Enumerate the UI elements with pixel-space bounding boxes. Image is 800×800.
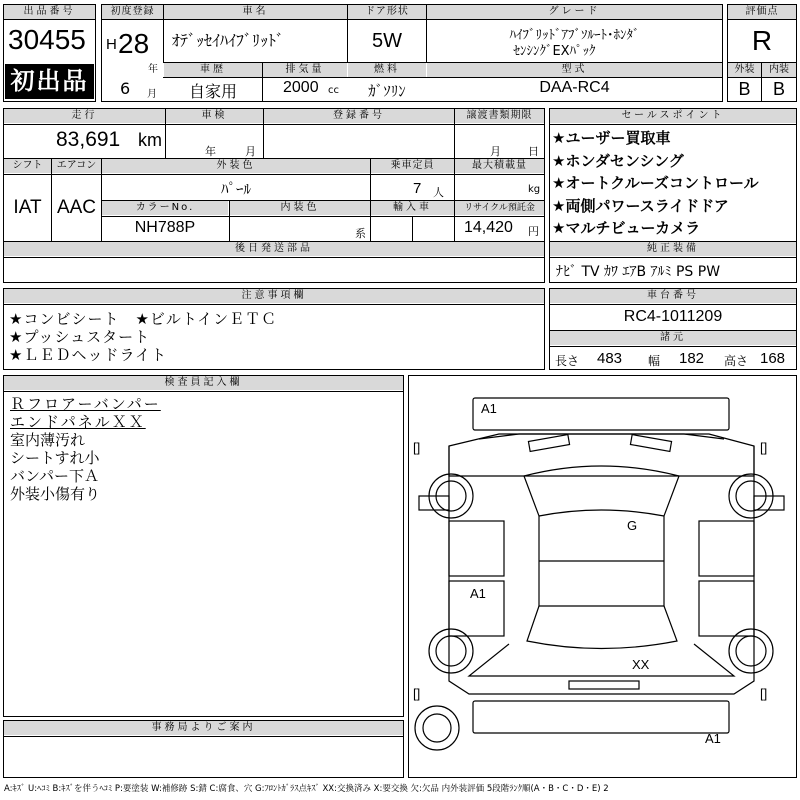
inspector-line: 外装小傷有り [10, 485, 101, 503]
later-parts-header: 後日発送部品 [4, 242, 544, 256]
damage-mark: A1 [705, 731, 721, 746]
inspector-line: シートすれ小 [10, 449, 100, 467]
car-name: ｵﾃﾞｯｾｲﾊｲﾌﾞﾘｯﾄﾞ [172, 31, 285, 50]
import-header: 輸入車 [371, 201, 454, 215]
first-listing-badge [5, 64, 94, 99]
bracket-left-bottom: [] [413, 686, 421, 701]
score-header: 評価点 [728, 5, 796, 19]
fuel: ｶﾞｿﾘﾝ [368, 82, 406, 100]
sales-points-list [552, 127, 796, 240]
bracket-left-top: [] [413, 440, 421, 455]
equipment-items: ﾅﾋﾞ TV ｶﾜ ｴｱB ｱﾙﾐ PS PW [556, 264, 721, 280]
dims-header: 諸元 [550, 331, 796, 345]
height: 168 [760, 350, 786, 367]
model: DAA-RC4 [539, 79, 610, 96]
history-header: 車歴 [164, 63, 262, 77]
door-type: 5W [372, 30, 402, 52]
damage-mark: A1 [470, 586, 486, 601]
recycle-header: リサイクル預託金 [455, 201, 544, 215]
note-line: ★ＬＥＤヘッドライト [9, 346, 167, 364]
score: R [751, 25, 773, 56]
width-label: 幅 [648, 354, 661, 368]
displacement: 2000 [283, 79, 319, 96]
model-header: 型式 [427, 63, 722, 77]
inspector-notes [10, 395, 161, 503]
grade-line2: ｾﾝｼﾝｸﾞEXﾊﾟｯｸ [513, 44, 596, 59]
note-line: ★コンビシート ★ビルトインＥＴＣ [9, 310, 278, 328]
inspection-header: 車検 [166, 109, 263, 123]
reg-year-unit: 年 [148, 64, 158, 75]
notes-content [9, 310, 277, 364]
capacity: 7 [413, 180, 422, 197]
shift: IAT [13, 197, 42, 218]
legend: A:ｷｽﾞ U:ﾍｺﾐ B:ｷｽﾞを伴うﾍｺﾐ P:要塗装 W:補修跡 S:錆 C:腐食、穴 G:ﾌﾛﾝﾄｶﾞﾗｽ点ｷｽﾞ XX:交換済み X:要交換 欠:欠品 内外装評価 5段階ﾗﾝｸ順(A・B・C・D・E) 2 [4, 784, 609, 794]
reg-header: 初度登録 [102, 5, 163, 19]
damage-mark: XX [632, 657, 650, 672]
color-no-header: カラーNo. [102, 201, 228, 215]
era: H [106, 36, 117, 53]
sales-point: ★両側パワースライドドア [552, 196, 729, 215]
mileage-unit: km [138, 130, 162, 150]
length: 483 [597, 350, 623, 367]
transfer-day-unit: 日 [528, 145, 539, 158]
load-header: 最大積載量 [455, 159, 544, 173]
sales-header: セールスポイント [550, 109, 796, 123]
insp-month-unit: 月 [245, 145, 256, 158]
grade-header: グレード [427, 5, 722, 19]
name-header: 車名 [164, 5, 347, 19]
capacity-header: 乗車定員 [371, 159, 454, 173]
fuel-header: 燃料 [348, 63, 426, 77]
capacity-unit: 人 [433, 186, 444, 199]
length-label: 長さ [555, 354, 580, 368]
sales-point: ★オートクルーズコントロール [552, 174, 759, 192]
int-header: 内装 [762, 63, 796, 77]
door-header: ドア形状 [348, 5, 426, 19]
color-no: NH788P [134, 219, 196, 236]
recycle: 14,420 [464, 219, 513, 236]
chassis-number: RC4-1011209 [623, 308, 723, 325]
recycle-unit: 円 [528, 225, 539, 238]
notes-header: 注意事項欄 [4, 289, 544, 303]
first-listing-label: 初出品 [10, 67, 89, 95]
int-grade: B [772, 79, 785, 99]
grade-line1: ﾊｲﾌﾞﾘｯﾄﾞｱﾌﾞｿﾙｰﾄ･ﾎﾝﾀﾞ [509, 28, 640, 43]
inspector-header: 検査員記入欄 [4, 376, 403, 390]
ac-header: エアコン [52, 159, 101, 173]
inspector-line: バンパー下Ａ [10, 467, 99, 485]
sales-point: ★マルチビューカメラ [552, 219, 701, 237]
color: ﾊﾟｰﾙ [220, 180, 251, 198]
shift-header: シフト [4, 159, 51, 173]
reg-year: 28 [118, 28, 150, 59]
sales-point: ★ユーザー買取車 [552, 129, 671, 147]
lot-number: 30455 [8, 24, 86, 55]
equipment-header: 純正装備 [550, 242, 796, 256]
transfer-header: 譲渡書類期限 [455, 109, 544, 123]
inspector-line: 室内薄汚れ [10, 431, 86, 449]
inspector-line: エンドパネルＸＸ [10, 413, 146, 431]
height-label: 高さ [724, 354, 749, 368]
int-color-unit: 系 [355, 227, 366, 240]
ac: AAC [56, 197, 97, 218]
damage-mark: G [627, 518, 638, 533]
mileage-header: 走行 [4, 109, 165, 123]
reg-no-header: 登録番号 [264, 109, 454, 123]
lot-number-header: 出品番号 [4, 5, 95, 19]
ext-grade: B [738, 79, 751, 99]
insp-year-unit: 年 [205, 145, 216, 158]
transfer-month-unit: 月 [490, 145, 501, 158]
history: 自家用 [188, 82, 237, 101]
car-outline-diagram [409, 376, 796, 777]
mileage: 83,691 [56, 128, 121, 151]
note-line: ★プッシュスタート [9, 328, 151, 346]
inspector-line: Ｒフロアーバンパー [10, 395, 161, 413]
ext-header: 外装 [728, 63, 761, 77]
disp-unit: cc [328, 85, 339, 96]
office-header: 事務局よりご案内 [4, 721, 403, 735]
bracket-right-bottom: [] [760, 686, 768, 701]
reg-month: 6 [120, 79, 131, 98]
disp-header: 排気量 [263, 63, 347, 77]
color-header: 外装色 [102, 159, 370, 173]
load-unit: kg [528, 184, 541, 195]
bracket-right-top: [] [760, 440, 768, 455]
chassis-header: 車台番号 [550, 289, 796, 303]
int-color-header: 内装色 [230, 201, 370, 215]
sales-point: ★ホンダセンシング [552, 151, 684, 170]
width: 182 [679, 350, 705, 367]
damage-mark: A1 [481, 401, 497, 416]
reg-month-unit: 月 [147, 89, 157, 100]
